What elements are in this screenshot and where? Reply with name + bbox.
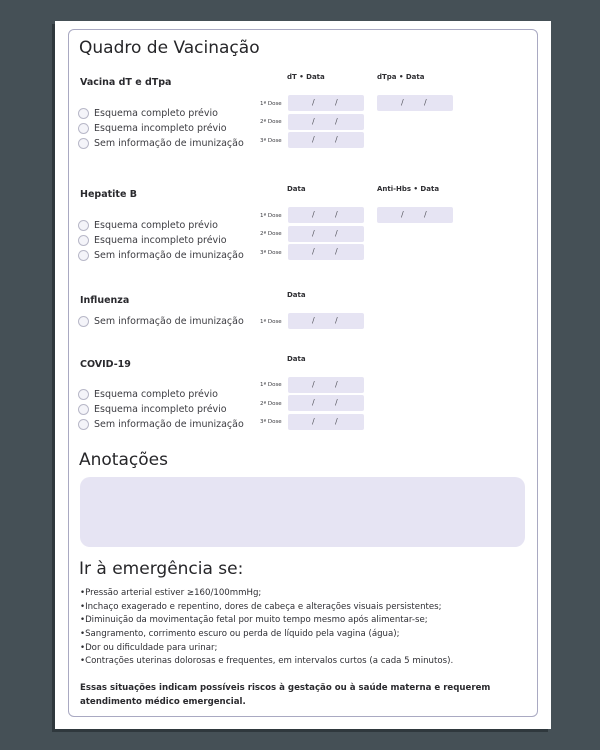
radio-circle[interactable] xyxy=(78,250,89,261)
radio-circle[interactable] xyxy=(78,235,89,246)
hepb-dose3-date-field[interactable]: / / xyxy=(288,244,364,260)
influenza-date-field[interactable]: / / xyxy=(288,313,364,329)
dose-label: 1ª Dose xyxy=(260,213,282,219)
radio-circle[interactable] xyxy=(78,220,89,231)
radio-circle[interactable] xyxy=(78,108,89,119)
page-frame xyxy=(68,29,538,717)
radio-hepb-no-info[interactable]: Sem informação de imunização xyxy=(78,250,244,261)
document-page xyxy=(55,21,551,729)
dose-label: 2ª Dose xyxy=(260,119,282,125)
hepb-dose1-date-field[interactable]: / / xyxy=(288,207,364,223)
dtpa-date-header: dTpa • Data xyxy=(377,73,425,81)
radio-circle[interactable] xyxy=(78,316,89,327)
notes-title: Anotações xyxy=(79,450,168,470)
radio-dt-complete[interactable]: Esquema completo prévio xyxy=(78,108,218,119)
radio-covid-incomplete[interactable]: Esquema incompleto prévio xyxy=(78,404,227,415)
radio-circle[interactable] xyxy=(78,138,89,149)
radio-circle[interactable] xyxy=(78,389,89,400)
covid-dose3-date-field[interactable]: / / xyxy=(288,414,364,430)
antihbs-date-header: Anti-Hbs • Data xyxy=(377,185,440,193)
section-hepb-title: Hepatite B xyxy=(80,189,137,200)
radio-dt-incomplete[interactable]: Esquema incompleto prévio xyxy=(78,123,227,134)
dtpa-date-field[interactable]: / / xyxy=(377,95,453,111)
dose-label: 3ª Dose xyxy=(260,138,282,144)
dose-label: 2ª Dose xyxy=(260,231,282,237)
covid-dose1-date-field[interactable]: / / xyxy=(288,377,364,393)
dt-dose1-date-field[interactable]: / / xyxy=(288,95,364,111)
emergency-title: Ir à emergência se: xyxy=(79,559,244,579)
radio-hepb-incomplete[interactable]: Esquema incompleto prévio xyxy=(78,235,227,246)
emergency-item: •Sangramento, corrimento escuro ou perda de líquido pela vagina (água); xyxy=(80,629,400,639)
dose-label: 2ª Dose xyxy=(260,401,282,407)
section-covid-title: COVID-19 xyxy=(80,359,131,370)
radio-influenza-no-info[interactable]: Sem informação de imunização xyxy=(78,316,244,327)
dose-label: 1ª Dose xyxy=(260,319,282,325)
radio-hepb-complete[interactable]: Esquema completo prévio xyxy=(78,220,218,231)
dose-label: 1ª Dose xyxy=(260,382,282,388)
dt-dose3-date-field[interactable]: / / xyxy=(288,132,364,148)
radio-covid-complete[interactable]: Esquema completo prévio xyxy=(78,389,218,400)
radio-circle[interactable] xyxy=(78,123,89,134)
dose-label: 3ª Dose xyxy=(260,419,282,425)
radio-covid-no-info[interactable]: Sem informação de imunização xyxy=(78,419,244,430)
covid-dose2-date-field[interactable]: / / xyxy=(288,395,364,411)
antihbs-date-field[interactable]: / / xyxy=(377,207,453,223)
hepb-dose2-date-field[interactable]: / / xyxy=(288,226,364,242)
dose-label: 1ª Dose xyxy=(260,101,282,107)
emergency-warning: Essas situações indicam possíveis riscos à gestação ou à saúde materna e requerem atendimento médico emergencial. xyxy=(80,683,491,707)
page-title: Quadro de Vacinação xyxy=(79,38,260,58)
hepb-date-header: Data xyxy=(287,185,306,193)
radio-circle[interactable] xyxy=(78,419,89,430)
dt-dose2-date-field[interactable]: / / xyxy=(288,114,364,130)
radio-circle[interactable] xyxy=(78,404,89,415)
emergency-item: •Diminuição da movimentação fetal por muito tempo mesmo após alimentar-se; xyxy=(80,615,428,625)
emergency-item: •Contrações uterinas dolorosas e frequentes, em intervalos curtos (a cada 5 minutos). xyxy=(80,656,454,666)
notes-textarea[interactable] xyxy=(80,477,525,547)
dt-date-header: dT • Data xyxy=(287,73,325,81)
dose-label: 3ª Dose xyxy=(260,250,282,256)
emergency-item: •Pressão arterial estiver ≥160/100mmHg; xyxy=(80,588,262,598)
emergency-item: •Inchaço exagerado e repentino, dores de cabeça e alterações visuais persistentes; xyxy=(80,602,442,612)
covid-date-header: Data xyxy=(287,355,306,363)
section-dt-title: Vacina dT e dTpa xyxy=(80,77,172,88)
emergency-item: •Dor ou dificuldade para urinar; xyxy=(80,643,218,653)
radio-dt-no-info[interactable]: Sem informação de imunização xyxy=(78,138,244,149)
section-influenza-title: Influenza xyxy=(80,295,130,306)
influenza-date-header: Data xyxy=(287,291,306,299)
